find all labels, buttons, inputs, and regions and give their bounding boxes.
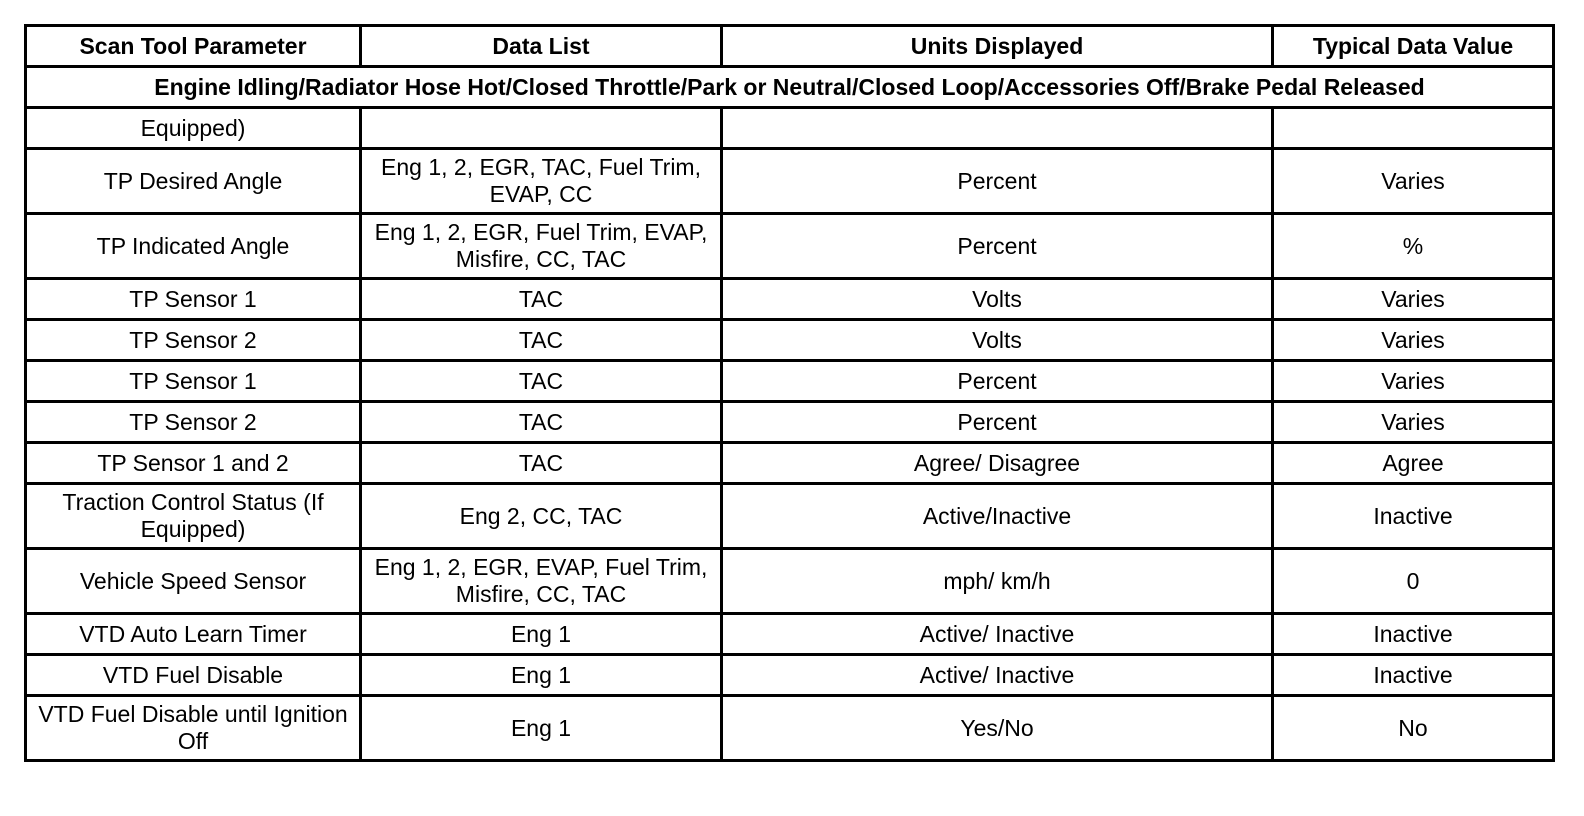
units-cell: Percent (722, 361, 1273, 402)
table-row (26, 696, 1554, 761)
data-list-cell: TAC (361, 361, 722, 402)
units-cell (722, 108, 1273, 149)
units-cell: Active/ Inactive (722, 614, 1273, 655)
header-data-list: Data List (361, 26, 722, 67)
typical-value-cell: Inactive (1273, 655, 1554, 696)
header-scan-tool-parameter: Scan Tool Parameter (26, 26, 361, 67)
units-cell: mph/ km/h (722, 549, 1273, 614)
units-cell: Yes/No (722, 696, 1273, 761)
typical-value-cell: Varies (1273, 320, 1554, 361)
operating-condition: Engine Idling/Radiator Hose Hot/Closed Throttle/Park or Neutral/Closed Loop/Accessories Off/Brake Pedal Released (26, 67, 1554, 108)
header-typical-data-value: Typical Data Value (1273, 26, 1554, 67)
units-cell: Volts (722, 279, 1273, 320)
typical-value-cell: Varies (1273, 402, 1554, 443)
data-list-cell: Eng 1, 2, EGR, EVAP, Fuel Trim, Misfire, CC, TAC (361, 549, 722, 614)
parameter-cell: VTD Fuel Disable (26, 655, 361, 696)
table-row (26, 443, 1554, 484)
typical-value-cell: Inactive (1273, 614, 1554, 655)
parameter-cell: TP Sensor 2 (26, 402, 361, 443)
typical-value-cell: No (1273, 696, 1554, 761)
data-list-cell: TAC (361, 320, 722, 361)
typical-value-cell: % (1273, 214, 1554, 279)
data-list-cell: Eng 1 (361, 614, 722, 655)
parameter-cell: VTD Fuel Disable until Ignition Off (26, 696, 361, 761)
table-row (26, 320, 1554, 361)
data-list-cell: Eng 1 (361, 655, 722, 696)
table-row (26, 549, 1554, 614)
parameter-cell: TP Sensor 1 (26, 279, 361, 320)
data-list-cell: Eng 1 (361, 696, 722, 761)
parameter-cell: TP Indicated Angle (26, 214, 361, 279)
data-list-cell: TAC (361, 279, 722, 320)
table-row (26, 149, 1554, 214)
data-list-cell: Eng 1, 2, EGR, Fuel Trim, EVAP, Misfire, CC, TAC (361, 214, 722, 279)
parameter-cell: VTD Auto Learn Timer (26, 614, 361, 655)
table-row (26, 108, 1554, 149)
typical-value-cell: Agree (1273, 443, 1554, 484)
scan-tool-data-sheet (24, 24, 1555, 762)
scan-tool-data-table (24, 24, 1555, 762)
parameter-cell: Vehicle Speed Sensor (26, 549, 361, 614)
units-cell: Percent (722, 402, 1273, 443)
units-cell: Agree/ Disagree (722, 443, 1273, 484)
units-cell: Percent (722, 149, 1273, 214)
table-row (26, 279, 1554, 320)
typical-value-cell: Varies (1273, 279, 1554, 320)
typical-value-cell: Inactive (1273, 484, 1554, 549)
typical-value-cell: Varies (1273, 361, 1554, 402)
header-row (26, 26, 1554, 67)
table-row (26, 655, 1554, 696)
data-list-cell: Eng 2, CC, TAC (361, 484, 722, 549)
typical-value-cell: 0 (1273, 549, 1554, 614)
parameter-cell: Traction Control Status (If Equipped) (26, 484, 361, 549)
units-cell: Active/ Inactive (722, 655, 1273, 696)
units-cell: Active/Inactive (722, 484, 1273, 549)
table-row (26, 402, 1554, 443)
typical-value-cell: Varies (1273, 149, 1554, 214)
table-row (26, 614, 1554, 655)
table-row (26, 214, 1554, 279)
parameter-cell: TP Sensor 1 and 2 (26, 443, 361, 484)
table-row (26, 484, 1554, 549)
data-list-cell (361, 108, 722, 149)
data-list-cell: TAC (361, 402, 722, 443)
parameter-cell: TP Sensor 1 (26, 361, 361, 402)
parameter-cell: Equipped) (26, 108, 361, 149)
data-list-cell: Eng 1, 2, EGR, TAC, Fuel Trim, EVAP, CC (361, 149, 722, 214)
parameter-cell: TP Sensor 2 (26, 320, 361, 361)
typical-value-cell (1273, 108, 1554, 149)
condition-row (26, 67, 1554, 108)
units-cell: Volts (722, 320, 1273, 361)
table-row (26, 361, 1554, 402)
parameter-cell: TP Desired Angle (26, 149, 361, 214)
units-cell: Percent (722, 214, 1273, 279)
data-list-cell: TAC (361, 443, 722, 484)
header-units-displayed: Units Displayed (722, 26, 1273, 67)
